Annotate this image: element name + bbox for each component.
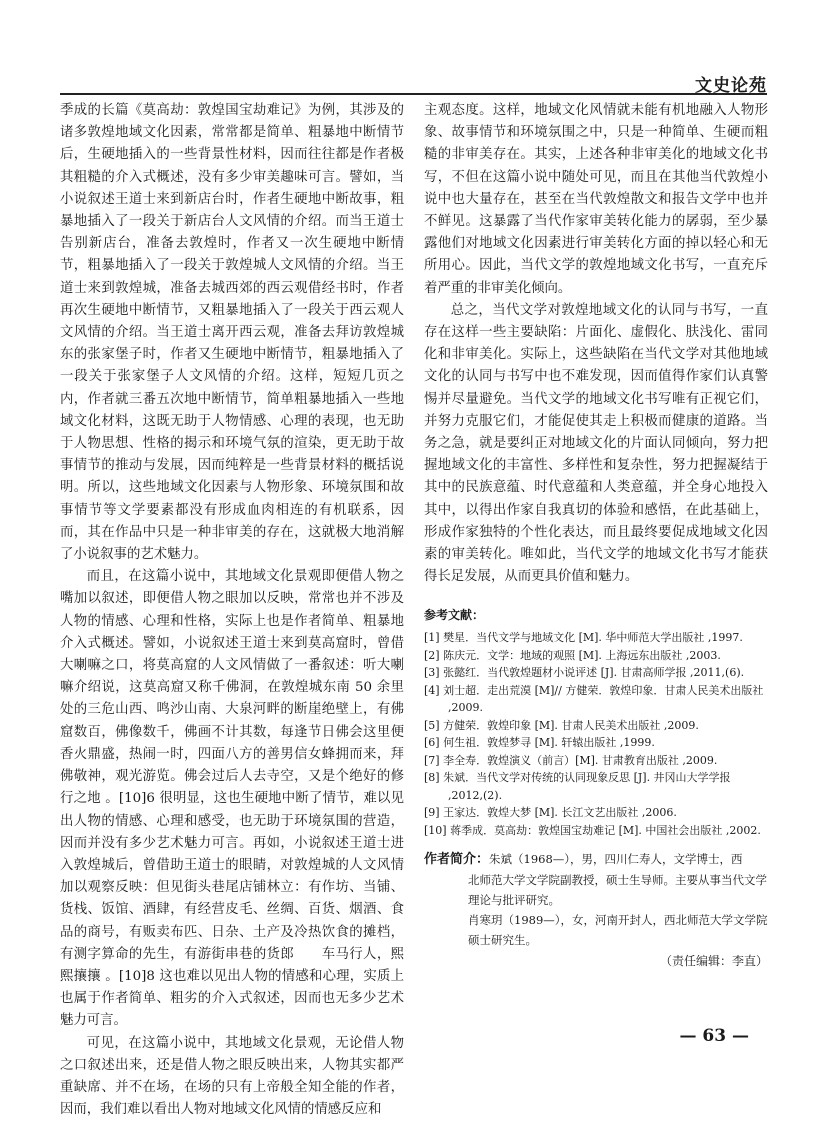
reference-item: [2] 陈庆元．文学：地域的观照 [M]. 上海远东出版社 ,2003.	[424, 648, 721, 662]
reference-item: [10] 蒋季成．莫高劫：敦煌国宝劫难记 [M]. 中国社会出版社 ,2002.	[424, 823, 761, 837]
reference-item: [9] 王家达．敦煌大梦 [M]. 长江文艺出版社 ,2006.	[424, 806, 677, 820]
reference-item: [6] 何生祖．敦煌梦寻 [M]. 轩辕出版社 ,1999.	[424, 736, 655, 750]
paragraph: 可见，在这篇小说中，其地域文化景观，无论借人物之口叙述出来，还是借人物之眼反映出来，人物其实都严重缺席、并不在场，在场的只有上帝般全知全能的作者，因而，我们难以看出人物对地域文化风情的情感反应和	[60, 1035, 404, 1118]
author-label: 作者简介：	[424, 852, 490, 868]
right-column	[424, 100, 768, 969]
reference-list	[424, 629, 768, 839]
references-heading: 参考文献：	[424, 608, 485, 623]
editor-note: （责任编辑：李直）	[659, 954, 768, 969]
author-bio-continued: 北师范大学文学院副教授，硕士生导师。主要从事当代文学理论与批评研究。	[468, 873, 767, 908]
paragraph: 季成的长篇《莫高劫：敦煌国宝劫难记》为例，其涉及的诸多敦煌地域文化因素，常常都是简单、粗暴地中断情节后，生硬地插入的一些背景性材料，因而往往都是作者极其粗糙的介入式概述，没有多少审美趣味可言。譬如，当小说叙述王道士来到新店台时，作者生硬地中断故事，粗暴地插入了一段关于新店台人文风情的介绍。而当王道士告别新店台，准备去敦煌时，作者又一次生硬地中断情节，粗暴地插入了一段关于敦煌城人文风情的介绍。当王道士来到敦煌城，准备去城西郊的西云观借经书时，作者再次生硬地中断情节，又粗暴地插入了一段关于西云观人文风情的介绍。当王道士离开西云观，准备去拜访敦煌城东的张家堡子时，作者又生硬地中断情节，粗暴地插入了一段关于张家堡子人文风情的介绍。这样，短短几页之内，作者就三番五次地中断情节，简单粗暴地插入一些地域文化材料，这既无助于人物情感、心理的表现，也无助于人物思想、性格的揭示和环境气氛的渲染，更无助于故事情节的推动与发展，因而纯粹是一些背景材料的概括说明。所以，这些地域文化因素与人物形象、环境氛围和故事情节等文学要素都没有形成血肉相连的有机联系，因而，其在作品中只是一种非审美的存在，这就极大地消解了小说叙事的艺术魅力。	[60, 103, 404, 563]
paragraph: 总之，当代文学对敦煌地域文化的认同与书写，一直存在这样一些主要缺陷：片面化、虚假化、肤浅化、雷同化和非审美化。实际上，这些缺陷在当代文学对其他地域文化的认同与书写中也不难发现，因而值得作家们认真警惕并尽量避免。当代文学的地域文化书写唯有正视它们，并努力克服它们，才能促使其走上积极而健康的道路。当务之急，就是要纠正对地域文化的片面认同倾向，努力把握地域文化的丰富性、多样性和复杂性，努力把握凝结于其中的民族意蕴、时代意蕴和人类意蕴，并全身心地投入其中，以得出作家自我真切的体验和感悟，在此基础上，形成作家独特的个性化表达，而且最终要促成地域文化因素的审美转化。唯如此，当代文学的地域文化书写才能获得长足发展，从而更具价值和魅力。	[424, 302, 768, 585]
reference-item: [4] 刘士超．走出荒漠 [M]// 方健荣．敦煌印象．甘肃人民美术出版社 ,2009.	[424, 683, 764, 715]
reference-item: [5] 方健荣．敦煌印象 [M]. 甘肃人民美术出版社 ,2009.	[424, 718, 699, 732]
reference-item: [8] 朱斌．当代文学对传统的认同现象反思 [J]. 井冈山大学学报 ,2012,(2).	[424, 771, 731, 802]
reference-item: [7] 李全寿．敦煌演义（前言）[M]. 甘肃教育出版社 ,2009.	[424, 753, 718, 767]
author-bio: 朱斌（1968—），男，四川仁寿人，文学博士，西	[489, 852, 743, 867]
reference-item: [1] 樊星．当代文学与地域文化 [M]. 华中师范大学出版社 ,1997.	[424, 631, 743, 645]
section-label: 文史论苑	[695, 76, 767, 96]
left-column	[60, 100, 404, 1121]
paragraph: 主观态度。这样，地域文化风情就未能有机地融入人物形象、故事情节和环境氛围之中，只是一种简单、生硬而粗糙的非审美存在。其实，上述各种非审美化的地域文化书写，不但在这篇小说中随处可见，而且在其他当代敦煌小说中也大量存在，甚至在当代敦煌散文和报告文学中也并不鲜见。这暴露了当代作家审美转化能力的孱弱，至少暴露他们对地域文化因素进行审美转化方面的掉以轻心和无所用心。因此，当代文学的敦煌地域文化书写，一直充斥着严重的非审美化倾向。	[424, 103, 768, 296]
author-info	[424, 849, 768, 950]
paragraph: 而且，在这篇小说中，其地域文化景观即便借人物之嘴加以叙述，即便借人物之眼加以反映，常常也并不涉及人物的情感、心理和性格，实际上也是作者简单、粗暴地介入式概述。譬如，小说叙述王道士来到莫高窟时，曾借大喇嘛之口，将莫高窟的人文风情做了一番叙述：听大喇嘛介绍说，这莫高窟又称千佛洞，在敦煌城东南 50 余里处的三危山西、鸣沙山南、大泉河畔的断崖绝壁上，有佛窟数百，佛像数千，佛画不计其数，每逢节日佛会这里便香火鼎盛，热闹一时，四面八方的善男信女蜂拥而来，拜佛敬神，观光游览。佛会过后人去寺空，又是个绝好的修行之地 。[10]6 很明显，这也生硬地中断了情节，难以见出人物的情感、心理和感受，也无助于环境氛围的营造，因而并没有多少艺术魅力可言。再如，小说叙述王道士进入敦煌城后，曾借助王道士的眼睛，对敦煌城的人文风情加以观察反映：但见街头巷尾店铺林立：有作坊、当铺、货栈、饭馆、酒肆，有经营皮毛、丝绸、百货、烟酒、食品的商号，有贩卖布匹、日杂、土产及冷热饮食的摊档，有测字算命的先生，有游街串巷的货郎 车马行人，熙熙攘攘 。[10]8 这也难以见出人物的情感和心理，实质上也属于作者简单、粗劣的介入式叙述，因而也无多少艺术魅力可言。	[60, 569, 404, 1029]
page-number: — 63 —	[679, 1026, 749, 1046]
reference-item: [3] 张懿红．当代敦煌题材小说评述 [J]. 甘肃高师学报 ,2011,(6).	[424, 666, 745, 680]
header-rule	[60, 93, 767, 95]
author-bio-second: 肖寒玥（1989—），女，河南开封人，西北师范大学文学院硕士研究生。	[468, 913, 768, 948]
